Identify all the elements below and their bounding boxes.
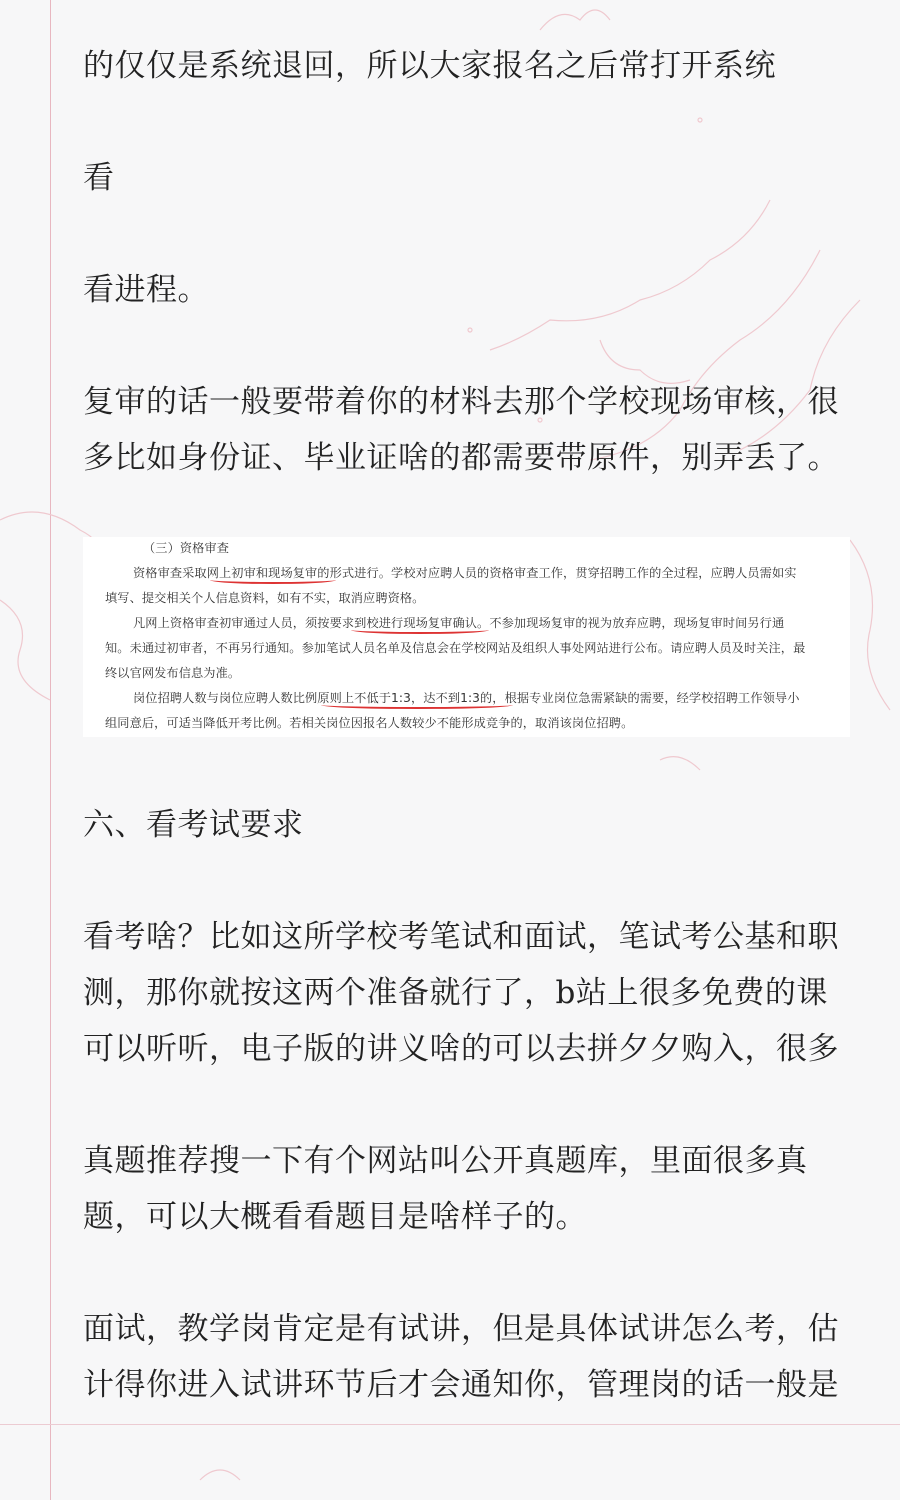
- notebook-margin-line: [50, 0, 51, 1500]
- excerpt-line-2: 填写、提交相关个人信息资料，如有不实，取消应聘资格。: [105, 591, 425, 605]
- paragraph-line-3: 看进程。: [83, 272, 209, 308]
- notebook-bottom-rule: [0, 1424, 900, 1425]
- paragraph-line-4: 复审的话一般要带着你的材料去那个学校现场审核，很: [83, 384, 839, 420]
- red-underline-1: [210, 576, 336, 584]
- paragraph-line-1: 的仅仅是系统退回，所以大家报名之后常打开系统: [83, 48, 776, 84]
- body-line-1: 看考啥？比如这所学校考笔试和面试，笔试考公基和职: [83, 919, 839, 955]
- body-line-3: 可以听听，电子版的讲义啥的可以去拼夕夕购入，很多: [83, 1031, 839, 1067]
- excerpt-line-5: 终以官网发布信息为准。: [105, 666, 241, 680]
- red-underline-3: [321, 701, 513, 709]
- body-line-2: 测，那你就按这两个准备就行了，b站上很多免费的课: [83, 975, 828, 1011]
- body-line-7: 计得你进入试讲环节后才会通知你，管理岗的话一般是: [83, 1367, 839, 1403]
- excerpt-line-6: 岗位招聘人数与岗位应聘人数比例原则上不低于1:3，达不到1:3的，根据专业岗位急需紧缺的需要，经学校招聘工作领导小: [133, 691, 800, 705]
- document-excerpt-image: [83, 537, 850, 737]
- body-line-4: 真题推荐搜一下有个网站叫公开真题库，里面很多真: [83, 1143, 808, 1179]
- excerpt-line-1: 资格审查采取网上初审和现场复审的形式进行。学校对应聘人员的资格审查工作，贯穿招聘工作的全过程，应聘人员需如实: [133, 566, 797, 580]
- excerpt-title: （三）资格审查: [143, 541, 230, 555]
- paragraph-line-5: 多比如身份证、毕业证啥的都需要带原件，别弄丢了。: [83, 440, 839, 476]
- paragraph-line-2: 看: [83, 160, 115, 196]
- excerpt-line-7: 组同意后，可适当降低开考比例。若相关岗位因报名人数较少不能形成竞争的，取消该岗位招聘。: [105, 716, 634, 730]
- excerpt-line-3: 凡网上资格审查初审通过人员，须按要求到校进行现场复审确认。不参加现场复审的视为放弃应聘，现场复审时间另行通: [133, 616, 785, 630]
- excerpt-line-4: 知。未通过初审者，不再另行通知。参加笔试人员名单及信息会在学校网站及组织人事处网站进行公布。请应聘人员及时关注，最: [105, 641, 806, 655]
- red-underline-2: [351, 626, 489, 634]
- section-heading: 六、看考试要求: [83, 807, 304, 843]
- body-line-6: 面试，教学岗肯定是有试讲，但是具体试讲怎么考，估: [83, 1311, 839, 1347]
- body-line-5: 题，可以大概看看题目是啥样子的。: [83, 1199, 587, 1235]
